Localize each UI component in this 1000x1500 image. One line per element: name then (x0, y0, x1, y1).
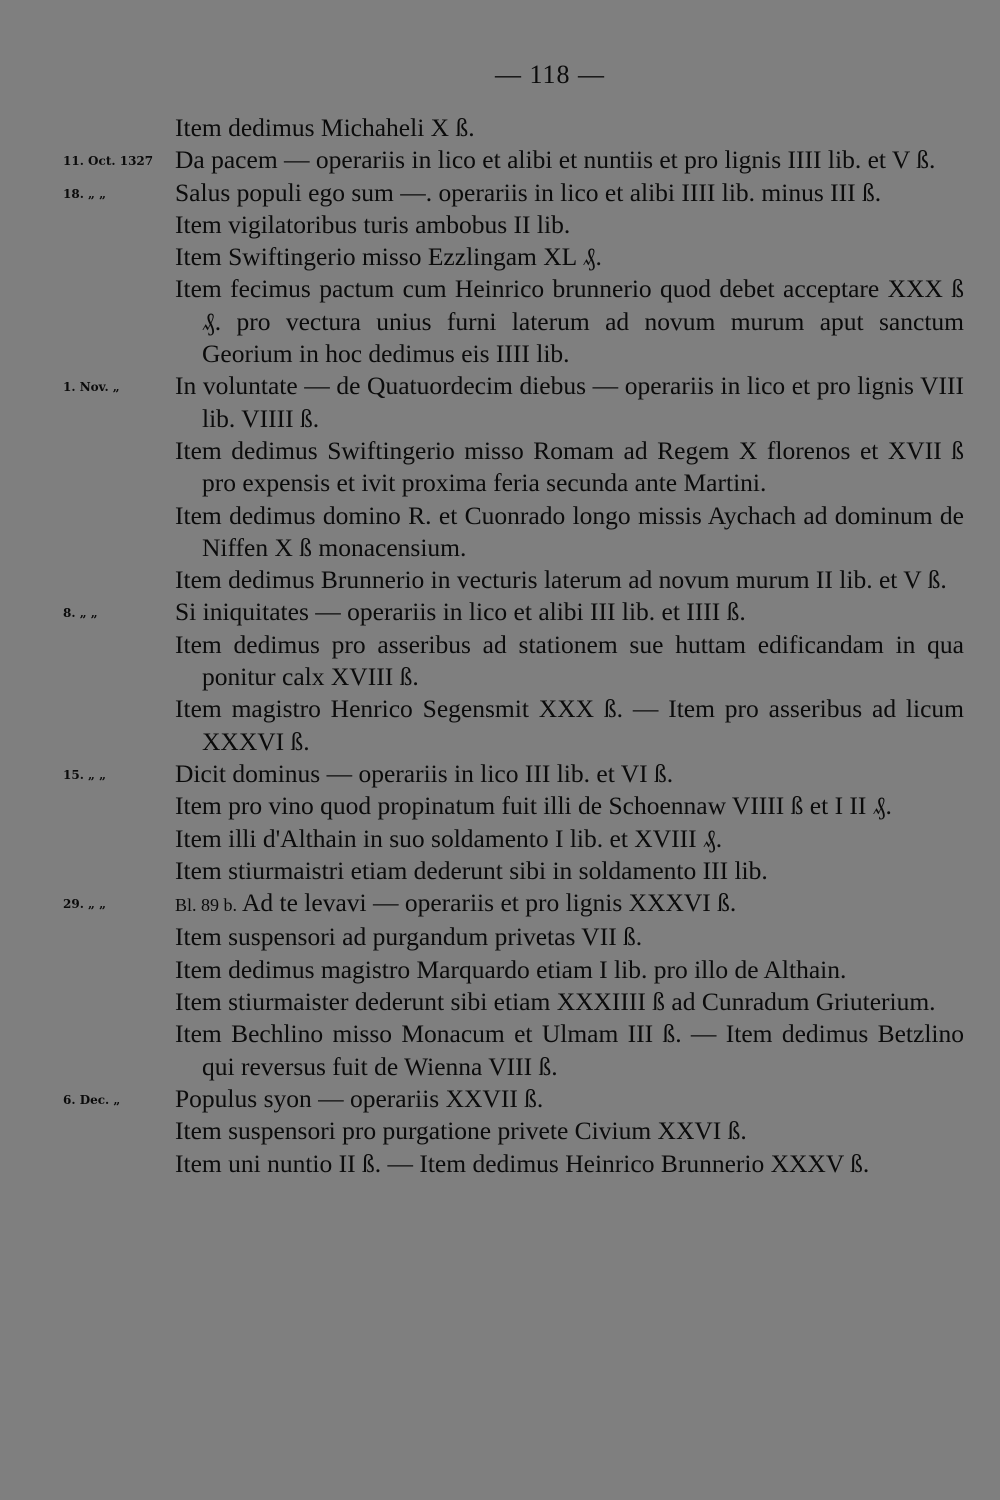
ledger-entry (175, 435, 964, 500)
margin-date: 6. Dec. „ (63, 1092, 121, 1107)
entry-text: Dicit dominus — operariis in lico III lib. et VI ß. (175, 758, 674, 788)
ledger-entry (175, 693, 964, 758)
entry-text: Ad te levavi — operariis et pro lignis XXXVI ß. (237, 888, 737, 918)
ledger-entries (0, 112, 1000, 1180)
ledger-entry (175, 1018, 964, 1083)
entry-text: Item vigilatoribus turis ambobus II lib. (175, 209, 571, 239)
ledger-entry (175, 986, 964, 1018)
entry-text: Item uni nuntio II ß. — Item dedimus Heinrico Brunnerio XXXV ß. (175, 1148, 870, 1178)
ledger-entry (175, 954, 964, 986)
entry-text: Item Swiftingerio misso Ezzlingam XL ₰. (175, 242, 602, 272)
entry-text: Item dedimus Swiftingerio misso Romam ad Regem X florenos et XVII ß pro expensis et ivit proxima feria secunda ante Martini. (175, 435, 964, 498)
entry-text: Item illi d'Althain in suo soldamento I lib. et XVIII ₰. (175, 823, 723, 853)
entry-text: Item dedimus pro asseribus ad stationem sue huttam edificandam in qua ponitur calx XVIII ß. (175, 629, 964, 692)
ledger-entry (175, 1115, 964, 1147)
ledger-entry (175, 790, 964, 822)
entry-text: Item suspensori pro purgatione privete Civium XXVI ß. (175, 1116, 747, 1146)
entry-text: Si iniquitates — operariis in lico et alibi III lib. et IIII ß. (175, 597, 746, 627)
ledger-entry (175, 241, 964, 273)
ledger-entry (175, 855, 964, 887)
page-number: — 118 — (494, 60, 606, 89)
margin-date: 15. „ „ (63, 767, 107, 782)
ledger-entry (175, 629, 964, 694)
entry-text: Item dedimus Michaheli X ß. (175, 113, 475, 142)
entry-text: Populus syon — operariis XXVII ß. (175, 1083, 544, 1113)
entry-text: Salus populi ego sum —. operariis in lico et alibi IIII lib. minus III ß. (175, 177, 882, 207)
entry-text: Item Bechlino misso Monacum et Ulmam III ß. — Item dedimus Betzlino qui reversus fuit de Wienna VIII ß. (175, 1019, 964, 1081)
margin-date: 8. „ „ (63, 606, 98, 621)
ledger-entry (63, 887, 964, 921)
entry-text: Item dedimus Brunnerio in vecturis laterum ad novum murum II lib. et V ß. (175, 565, 947, 595)
ledger-entry (63, 758, 964, 790)
ledger-entry (175, 564, 964, 596)
ledger-entry (175, 823, 964, 855)
entry-text: Item fecimus pactum cum Heinrico brunnerio quod debet acceptare XXX ß ₰. pro vectura unius furni laterum ad novum murum aput sanctum Georium in hoc dedimus eis IIII lib. (175, 274, 964, 369)
ledger-entry (63, 370, 964, 435)
margin-date: 11. Oct. 1327 (63, 154, 154, 169)
ledger-entry (63, 177, 964, 209)
ledger-entry (63, 144, 964, 176)
ledger-entry (63, 596, 964, 628)
entry-text: Item dedimus magistro Marquardo etiam I lib. pro illo de Althain. (175, 954, 847, 984)
entry-text: Item pro vino quod propinatum fuit illi de Schoennaw VIIII ß et I II ₰. (175, 791, 892, 821)
entry-text: In voluntate — de Quatuordecim diebus — operariis in lico et pro lignis VIII lib. VIIII ß. (175, 371, 964, 433)
margin-date: 18. „ „ (63, 186, 107, 201)
folio-reference: Bl. 89 b. (175, 895, 238, 916)
ledger-entry (175, 273, 964, 370)
ledger-entry (175, 209, 964, 241)
entry-text: Item stiurmaister dederunt sibi etiam XXXIIII ß ad Cunradum Griuterium. (175, 987, 936, 1017)
entry-text: Item suspensori ad purgandum privetas VII ß. (175, 922, 643, 952)
entry-text: Item dedimus domino R. et Cuonrado longo missis Aychach ad dominum de Niffen X ß monacensium. (175, 500, 964, 562)
ledger-entry (175, 500, 964, 565)
ledger-entry (63, 1083, 964, 1115)
ledger-entry (175, 112, 964, 144)
margin-date: 29. „ „ (63, 897, 107, 912)
margin-date: 1. Nov. „ (63, 380, 120, 395)
ledger-entry (175, 921, 964, 953)
ledger-entry (175, 1148, 964, 1180)
entry-text: Item magistro Henrico Segensmit XXX ß. — Item pro asseribus ad licum XXXVI ß. (175, 694, 964, 756)
entry-text: Da pacem — operariis in lico et alibi et nuntiis et pro lignis IIII lib. et V ß. (175, 145, 936, 175)
entry-text: Item stiurmaistri etiam dederunt sibi in soldamento III lib. (175, 855, 768, 885)
